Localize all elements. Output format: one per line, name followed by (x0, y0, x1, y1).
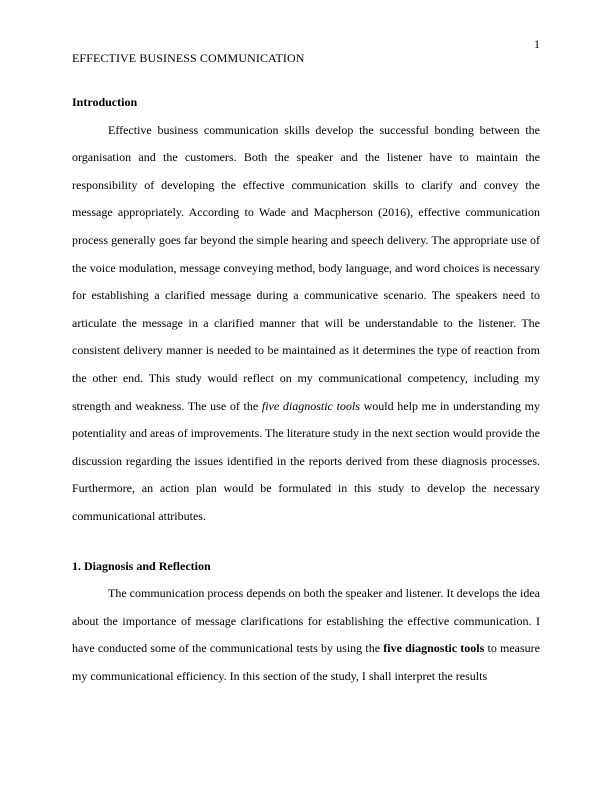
section1-paragraph (72, 580, 540, 690)
section1-heading: 1. Diagnosis and Reflection (72, 558, 211, 573)
introduction-heading: Introduction (72, 95, 138, 109)
section1-text-2: to measure my communicational efficiency. In this section of the study, I shall interpret the results (72, 641, 541, 683)
section-spacer (72, 531, 540, 553)
document-body (72, 89, 540, 690)
introduction-paragraph (72, 117, 540, 531)
section1-emphasis: five diagnostic tools (383, 641, 485, 656)
introduction-text-2: would help me in understanding my potentiality and areas of improvements. The literature study in the next section would provide the discussion regarding the issues identified in the reports derived from these diagnosis processes. Furthermore, an action plan would be formulated in this study to develop the necessary communicational attributes. (72, 398, 540, 523)
running-head-title: EFFECTIVE BUSINESS COMMUNICATION (72, 51, 305, 65)
introduction-emphasis: five diagnostic tools (261, 398, 360, 413)
page-number: 1 (534, 37, 540, 51)
section1-text-1: The communication process depends on both the speaker and listener. It develops the idea about the importance of message clarifications for establishing the effective communication. I have conducted some of the communicational tests by using the (72, 586, 540, 656)
introduction-text-1: Effective business communication skills develop the successful bonding between the organisation and the customers. Both the speaker and the listener have to maintain the responsibility of developing the effective communication skills to clarify and convey the message appropriately. According to Wade and Macpherson (2016), effective communication process generally goes far beyond the simple hearing and speech delivery. The appropriate use of the voice modulation, message conveying method, body language, and word choices is necessary for establishing a clarified message during a communicative scenario. The speakers need to articulate the message in a clarified manner that will be understandable to the listener. The consistent delivery manner is needed to be maintained as it determines the type of reaction from the other end. This study would reflect on my communicational competency, including my strength and weakness. The use of the (72, 122, 540, 413)
